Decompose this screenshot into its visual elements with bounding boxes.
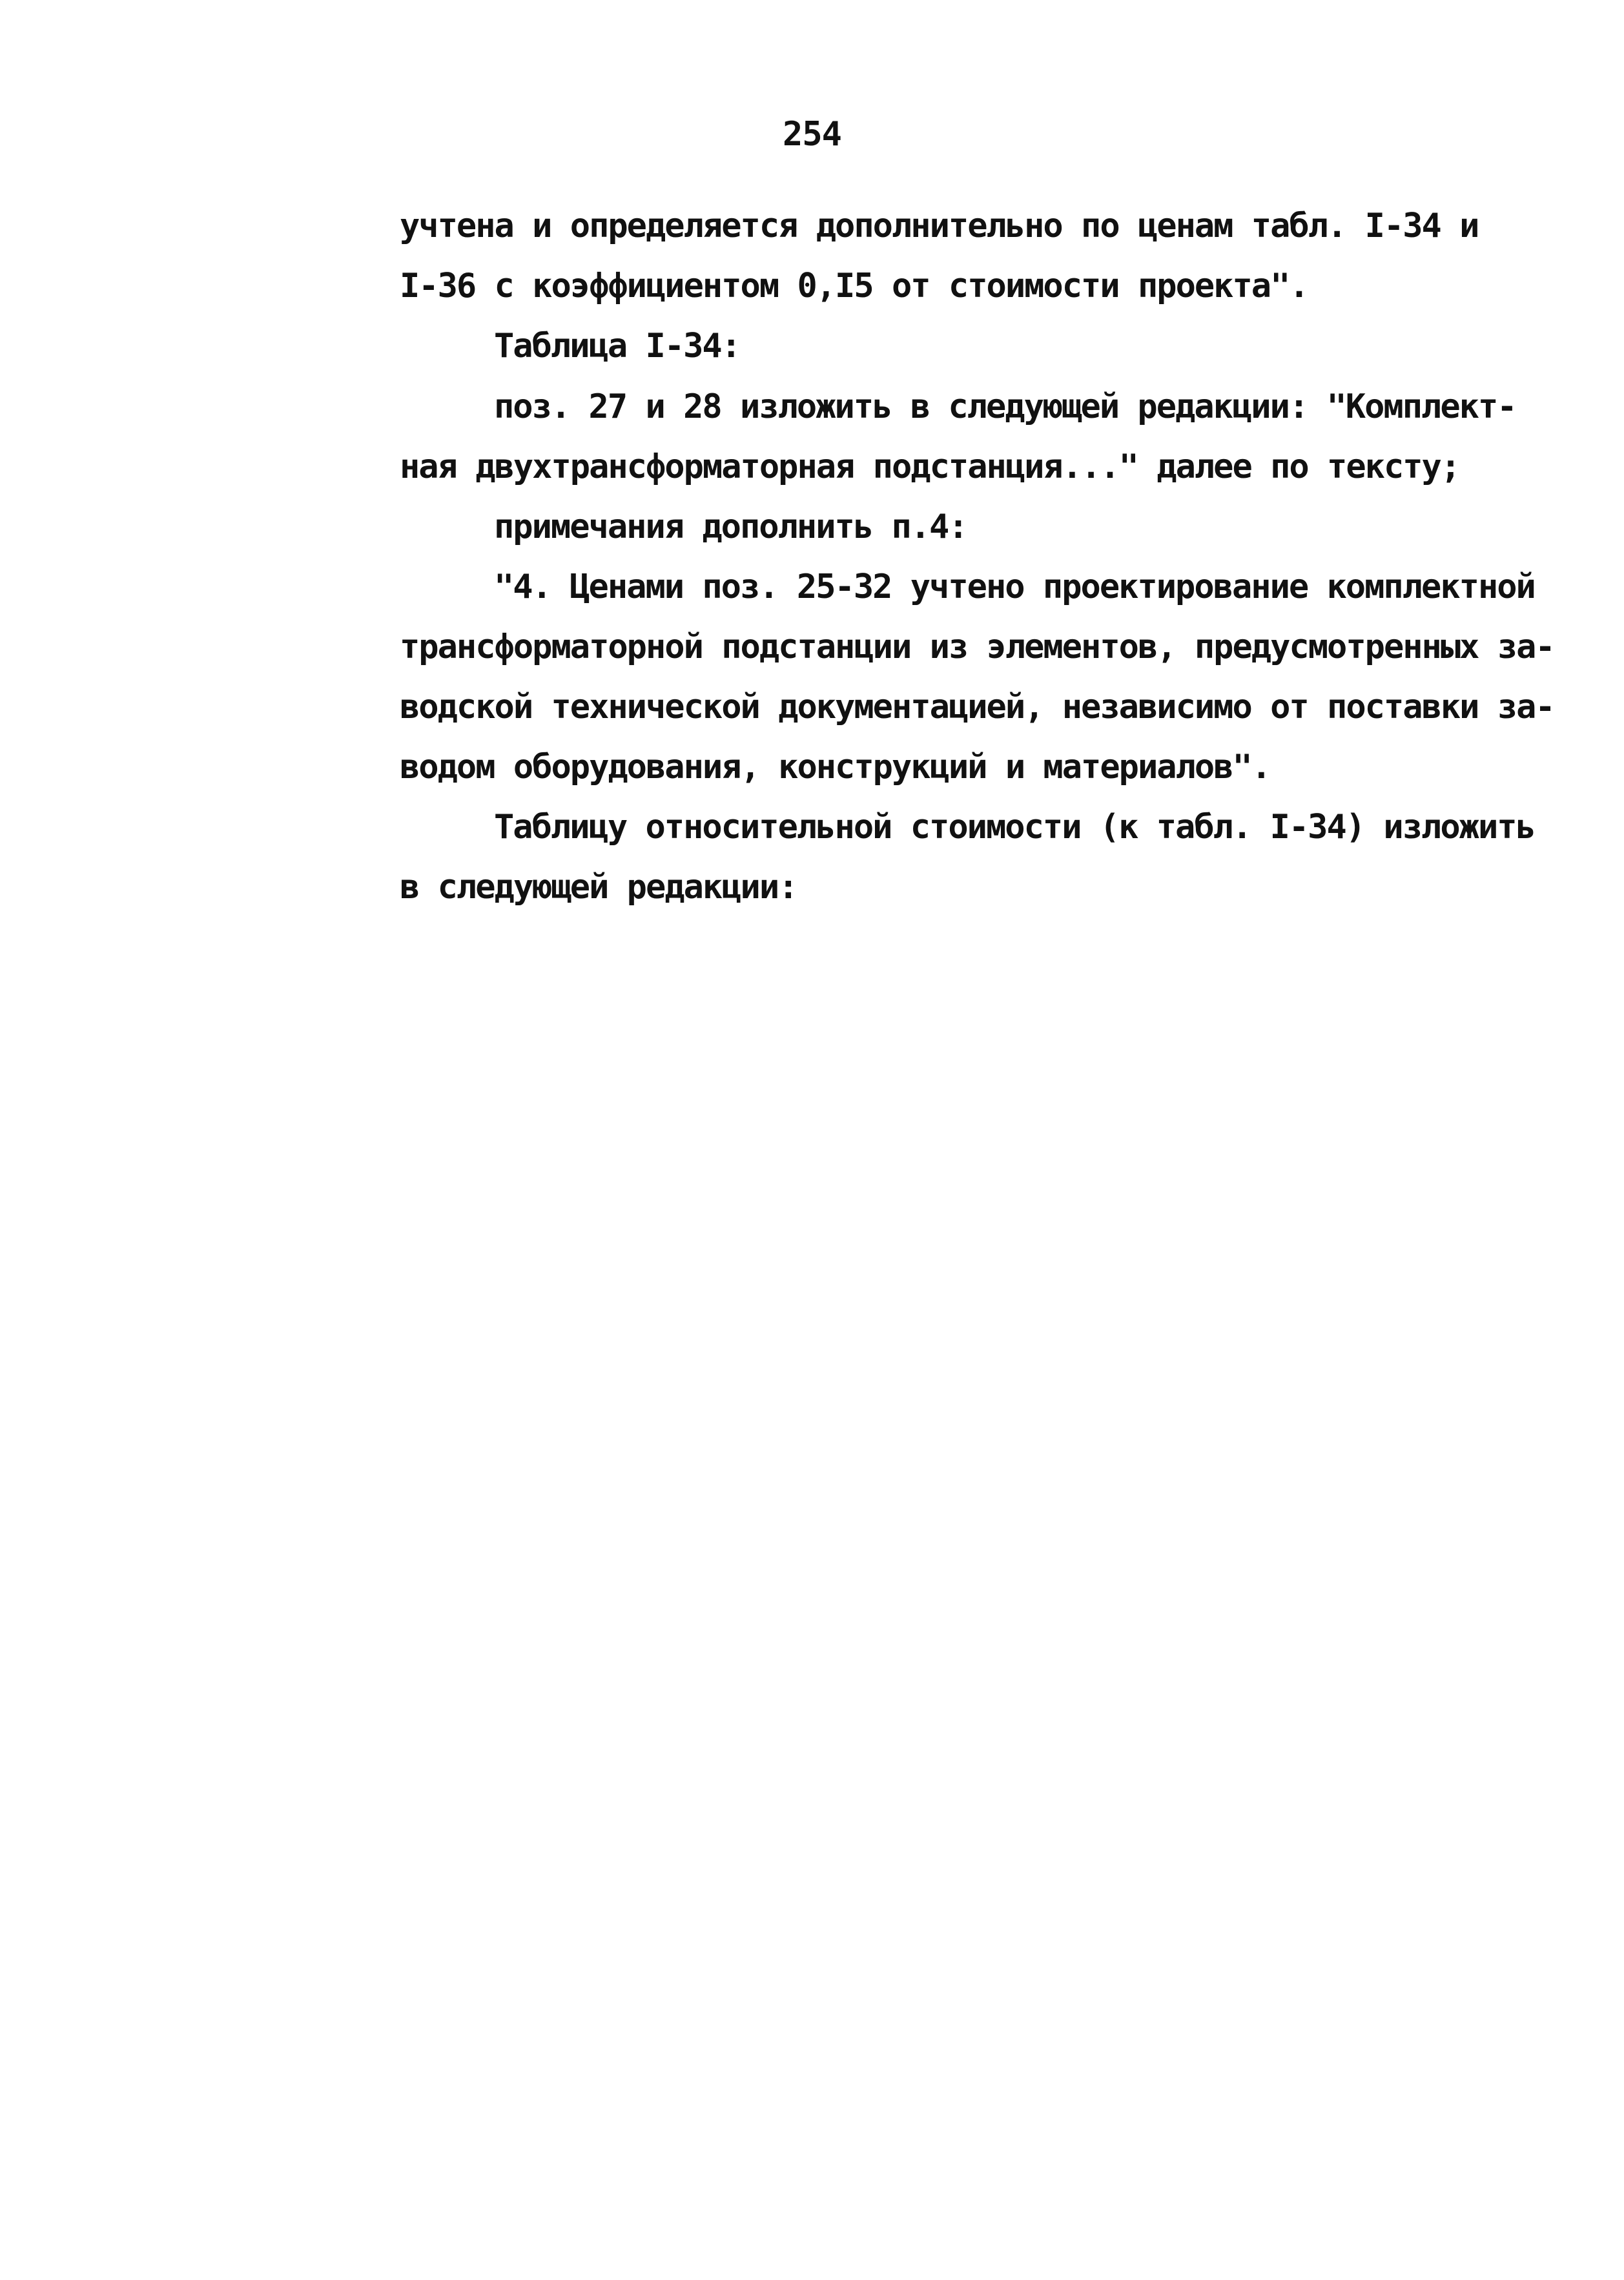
- page-number: 254: [783, 115, 841, 154]
- text-line: поз. 27 и 28 изложить в следующей редакции: "Комплект-: [494, 387, 1516, 426]
- text-line: водской технической документацией, независимо от поставки за-: [400, 688, 1554, 726]
- text-line: учтена и определяется дополнительно по ценам табл. I-34 и: [400, 207, 1479, 245]
- text-line: "4. Ценами поз. 25-32 учтено проектирование комплектной: [494, 568, 1535, 606]
- text-line: I-36 с коэффициентом 0,I5 от стоимости проекта".: [400, 267, 1308, 305]
- text-line: ная двухтрансформаторная подстанция..." далее по тексту;: [400, 447, 1460, 486]
- text-line: водом оборудования, конструкций и материалов".: [400, 748, 1271, 786]
- text-line: в следующей редакции:: [400, 868, 797, 907]
- text-line: Таблицу относительной стоимости (к табл. I-34) изложить: [494, 808, 1535, 847]
- text-line: трансформаторной подстанции из элементов, предусмотренных за-: [400, 628, 1554, 666]
- text-line: примечания дополнить п.4:: [494, 508, 967, 546]
- table-reference-heading: Таблица I-34:: [494, 327, 740, 365]
